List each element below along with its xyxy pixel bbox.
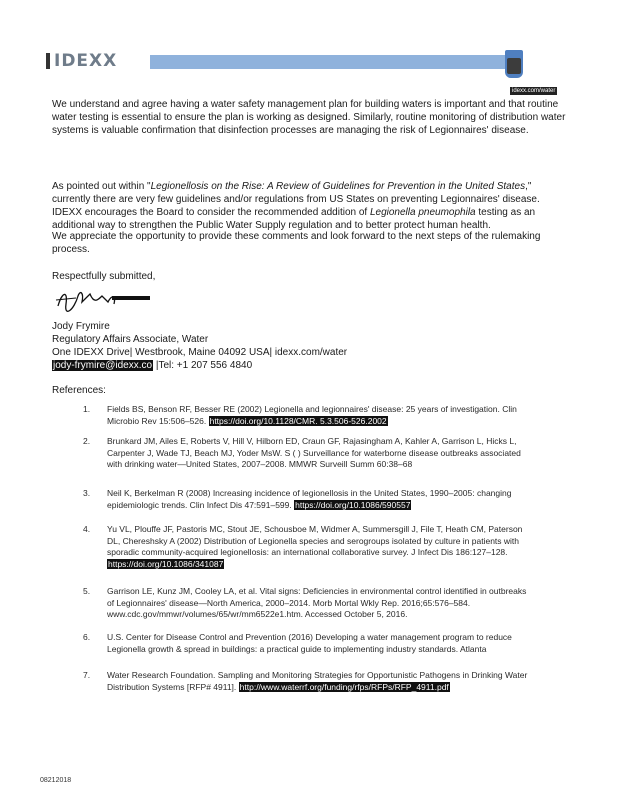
signer-email[interactable]: jody-frymire@idexx.co [53,360,153,371]
reference-link[interactable]: http://www.waterrf.org/funding/rfps/RFPs/RFP_4911.pdf [239,681,449,692]
p2-part-b: ," currently there are very few guidelines and/or regulations from US States on preventing Legionnaires' disease. IDEXX encourages the Board to consider the recommended addition of [52,181,540,218]
reference-citation: Yu VL, Plouffe JF, Pastoris MC, Stout JE, Schousboe M, Widmer A, Summersgill J, File T, Heath CM, Paterson DL, Chereshsky A (2002) Distribution of Legionella species and serogroups isolated by culture in patients with sporadic community-acquired legionellosis: an international collaborative survey. J Infect Dis 186:127–128. [107,524,523,557]
header-band [150,55,510,69]
document-code: 08212018 [40,777,72,784]
reference-link[interactable]: https://doi.org/10.1128/CMR. 5.3.506-526.2002 [209,415,387,426]
idexx-logo [46,52,117,70]
reference-link[interactable]: https://doi.org/10.1086/590557 [295,499,411,510]
reference-number: 3. [83,488,91,498]
signer-name: Jody Frymire [52,321,110,332]
closing: Respectfully submitted, [52,271,156,282]
reference-citation: Fields BS, Benson RF, Besser RE (2002) Legionella and legionnaires' disease: 25 years of investigation. Clin Microbio Rev 15:506–526. [107,404,517,426]
reference-text [107,404,532,427]
reference-number: 7. [83,670,91,680]
reference-text [107,524,532,570]
header-tag: idexx.com/water [512,88,556,94]
p2-part-a: As pointed out within " [52,181,151,192]
reference-number: 5. [83,586,91,596]
reference-number: 1. [83,404,91,414]
reference-text: U.S. Center for Disease Control and Prevention (2016) Developing a water management program to reduce Legionella growth & spread in buildings: a practical guide to implementing industry standards. Atlanta [107,632,512,654]
p2-part-c: testing as an additional way to strengthen the Public Water Supply regulation and to better protect human health. [52,207,536,231]
paragraph-2 [52,180,572,232]
reference-number: 6. [83,632,91,642]
reference-citation: Neil K, Berkelman R (2008) Increasing incidence of legionellosis in the United States, 1990–2005: changing epidemiologic trends. Clin Infect Dis 47:591–599. [107,488,512,510]
reference-text [107,488,532,511]
reference-citation: Water Research Foundation. Sampling and Monitoring Strategies for Opportunistic Pathogens in Drinking Water Distribution Systems [RFP# 4911]. [107,670,528,692]
signer-title: Regulatory Affairs Associate, Water [52,334,209,345]
p2-species: Legionella pneumophila [369,207,476,218]
reference-number: 2. [83,436,91,446]
reference-text: Garrison LE, Kunz JM, Cooley LA, et al. Vital signs: Deficiencies in environmental control identified in outbreaks of Legionnaires' disease—North America, 2000–2014. Morb Mortal Wkly Rep. 2016;65:576–584. www.cdc.gov/mmwr/volumes/65/wr/mm6522e1.htm. Accessed October 5, 2016. [107,586,527,619]
signer-address: One IDEXX Drive| Westbrook, Maine 04092 USA| idexx.com/water [52,347,348,358]
signature-image [50,284,160,314]
signer-tel: |Tel: +1 207 556 4840 [153,360,253,371]
reference-text [107,670,532,693]
reference-text: Brunkard JM, Ailes E, Roberts V, Hill V, Hilborn ED, Craun GF, Rajasingham A, Kahler A, Garrison L, Hicks L, Carpenter J, Wade TJ, Beach MJ, Yoder MsW. S ( ) Surveillance for waterborne disease outbreaks associated with drinking water—United States, 2007–2008. MMWR Surveill Summ 60:38–68 [107,436,521,469]
paragraph-3: We appreciate the opportunity to provide these comments and look forward to the next steps of the rulemaking process. [52,231,541,255]
reference-number: 4. [83,524,91,534]
signer-contact [52,359,347,372]
logo-text: IDEXX [54,51,118,71]
signature-block [52,320,347,372]
reference-link[interactable]: https://doi.org/10.1086/341087 [108,558,224,569]
header-tab-inner [507,58,521,74]
paragraph-1: We understand and agree having a water safety management plan for building waters is important and that routine water testing is essential to ensure the plan is working as designed. Similarly, routine monitoring of distribution water systems is valuable confirmation that disinfection processes are managing the risk of Legionnaires' disease. [52,99,566,136]
references-heading: References: [52,385,106,396]
logo-bar [46,53,50,69]
p2-title: Legionellosis on the Rise: A Review of Guidelines for Prevention in the United States [150,181,526,192]
